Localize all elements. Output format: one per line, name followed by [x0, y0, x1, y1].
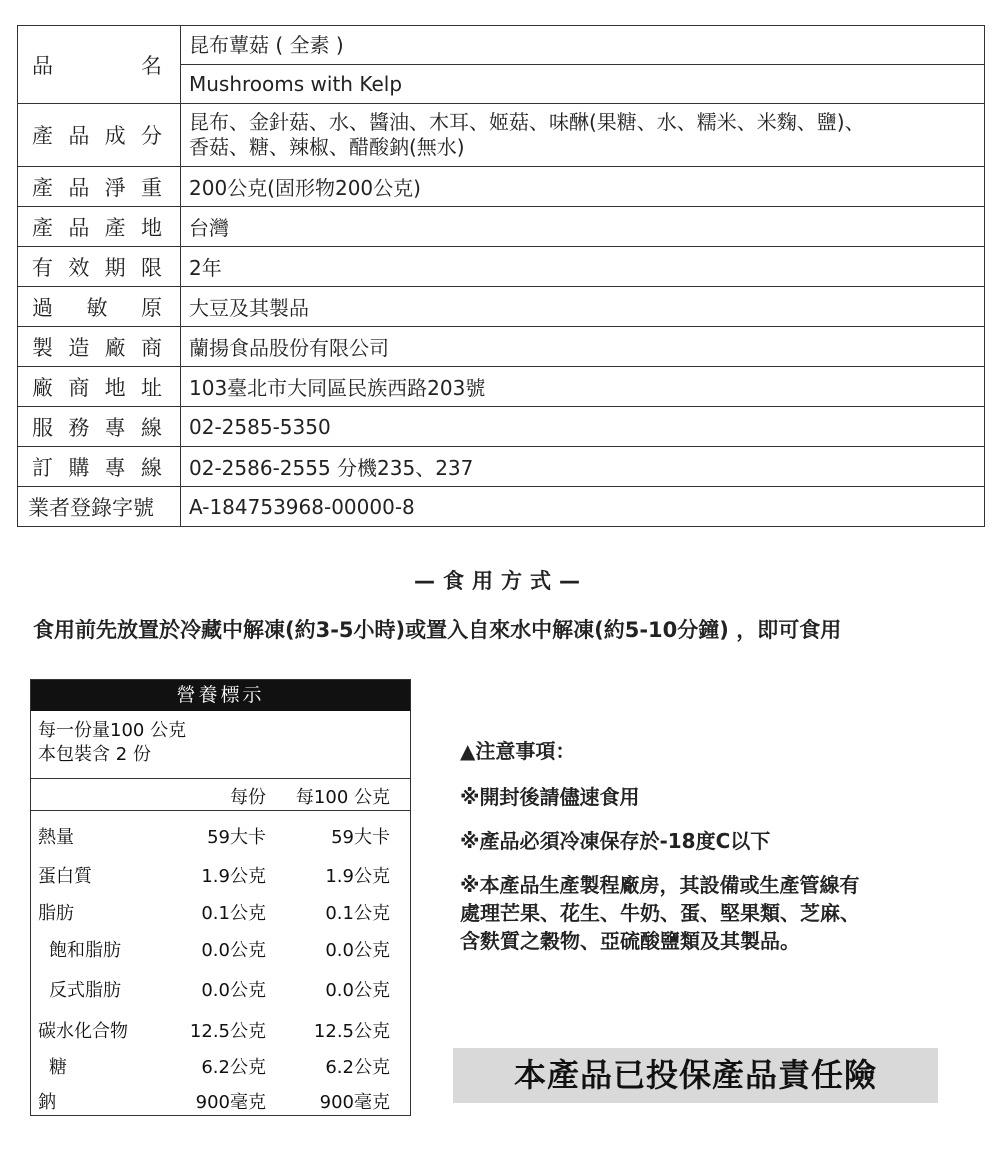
- nutrient-per-100g: 0.0公克: [325, 980, 390, 1001]
- serving-size: 每一份量100 公克: [38, 720, 187, 741]
- nutrition-row: [31, 899, 410, 925]
- nutrient-per-serving: 6.2公克: [201, 1057, 266, 1078]
- nutrient-per-100g: 900毫克: [319, 1092, 390, 1113]
- nutrient-per-serving: 900毫克: [195, 1092, 266, 1113]
- allergen-label: 過 敏 原: [18, 287, 181, 327]
- address-value: 103臺北市大同區民族西路203號: [181, 367, 985, 407]
- insurance-banner: 本產品已投保產品責任險: [453, 1048, 938, 1103]
- servings-per-pack: 本包裝含 2 份: [38, 744, 151, 765]
- nutrition-row: [31, 1017, 410, 1043]
- ingredients-cell: [181, 104, 985, 167]
- nutrient-name: 脂肪: [38, 903, 74, 924]
- ingredients-line-2: 香菇、糖、辣椒、醋酸鈉(無水): [189, 135, 465, 159]
- manufacturer-label: 製造廠商: [18, 327, 181, 367]
- note-item-3-line-2: 處理芒果、花生、牛奶、蛋、堅果類、芝麻、: [460, 901, 860, 925]
- name-cell: [181, 26, 985, 104]
- nutrition-serving: [31, 711, 410, 779]
- ingredients-label: 產品成分: [18, 104, 181, 167]
- usage-title: —食用方式—: [414, 569, 588, 593]
- nutrient-per-100g: 6.2公克: [325, 1057, 390, 1078]
- origin-label: 產品產地: [18, 207, 181, 247]
- nutrition-row: [31, 976, 410, 1002]
- nutrient-per-serving: 0.1公克: [201, 903, 266, 924]
- usage-text: 食用前先放置於冷藏中解凍(約3-5小時)或置入自來水中解凍(約5-10分鐘) ，即可食用: [33, 618, 842, 642]
- nutrition-row: [31, 1053, 410, 1079]
- note-item-3-line-1: ※本產品生產製程廠房，其設備或生產管線有: [460, 873, 860, 897]
- nutrition-row: [31, 936, 410, 962]
- nutrient-per-serving: 0.0公克: [201, 940, 266, 961]
- name-label: 品 名: [18, 26, 181, 104]
- note-item-2: ※產品必須冷凍保存於-18度C以下: [460, 829, 771, 853]
- service-phone: 02-2585-5350: [181, 407, 985, 447]
- nutrient-per-100g: 0.0公克: [325, 940, 390, 961]
- allergen-value: 大豆及其製品: [181, 287, 985, 327]
- nutrient-per-100g: 1.9公克: [325, 866, 390, 887]
- nutrient-per-100g: 59大卡: [331, 827, 390, 848]
- nutrition-row: [31, 823, 410, 849]
- nutrition-rows: [31, 811, 410, 1116]
- origin-value: 台灣: [181, 207, 985, 247]
- weight-value: 200公克(固形物200公克): [181, 167, 985, 207]
- col-per-100g: 每100 公克: [295, 787, 390, 808]
- nutrient-name: 糖: [49, 1057, 67, 1078]
- note-item-1: ※開封後請儘速食用: [460, 785, 640, 809]
- notes: [460, 735, 960, 971]
- manufacturer-value: 蘭揚食品股份有限公司: [181, 327, 985, 367]
- nutrition-column-headers: [31, 779, 410, 811]
- weight-label: 產品淨重: [18, 167, 181, 207]
- product-name-en: Mushrooms with Kelp: [189, 72, 403, 96]
- notes-title: ▲注意事項：: [460, 739, 576, 763]
- address-label: 廠商地址: [18, 367, 181, 407]
- service-label: 服務專線: [18, 407, 181, 447]
- nutrient-name: 鈉: [38, 1092, 56, 1113]
- nutrition-row: [31, 862, 410, 888]
- col-per-serving: 每份: [230, 787, 266, 808]
- shelf-life-label: 有效期限: [18, 247, 181, 287]
- nutrient-name: 碳水化合物: [38, 1021, 128, 1042]
- nutrition-table: [30, 679, 411, 1116]
- nutrient-per-100g: 12.5公克: [313, 1021, 390, 1042]
- note-item-3-line-3: 含麩質之穀物、亞硫酸鹽類及其製品。: [460, 929, 800, 953]
- nutrient-per-100g: 0.1公克: [325, 903, 390, 924]
- order-label: 訂購專線: [18, 447, 181, 487]
- shelf-life-value: 2年: [181, 247, 985, 287]
- nutrient-per-serving: 0.0公克: [201, 980, 266, 1001]
- product-info-table: [17, 25, 985, 527]
- nutrition-row: [31, 1088, 410, 1114]
- nutrient-per-serving: 59大卡: [207, 827, 266, 848]
- registration-label: 業者登錄字號: [18, 487, 181, 527]
- nutrition-header: 營養標示: [31, 680, 410, 711]
- nutrient-name: 飽和脂肪: [49, 940, 121, 961]
- nutrient-per-serving: 12.5公克: [189, 1021, 266, 1042]
- product-name-zh: 昆布蕈菇 ( 全素 ): [181, 26, 984, 65]
- ingredients-line-1: 昆布、金針菇、水、醬油、木耳、姬菇、味醂(果糖、水、糯米、米麴、鹽)、: [189, 110, 865, 134]
- nutrient-name: 反式脂肪: [49, 980, 121, 1001]
- registration-value: A-184753968-00000-8: [181, 487, 985, 527]
- nutrient-name: 熱量: [38, 827, 74, 848]
- note-item-3: [460, 871, 960, 955]
- nutrient-name: 蛋白質: [38, 866, 92, 887]
- order-phone: 02-2586-2555 分機235、237: [181, 447, 985, 487]
- nutrient-per-serving: 1.9公克: [201, 866, 266, 887]
